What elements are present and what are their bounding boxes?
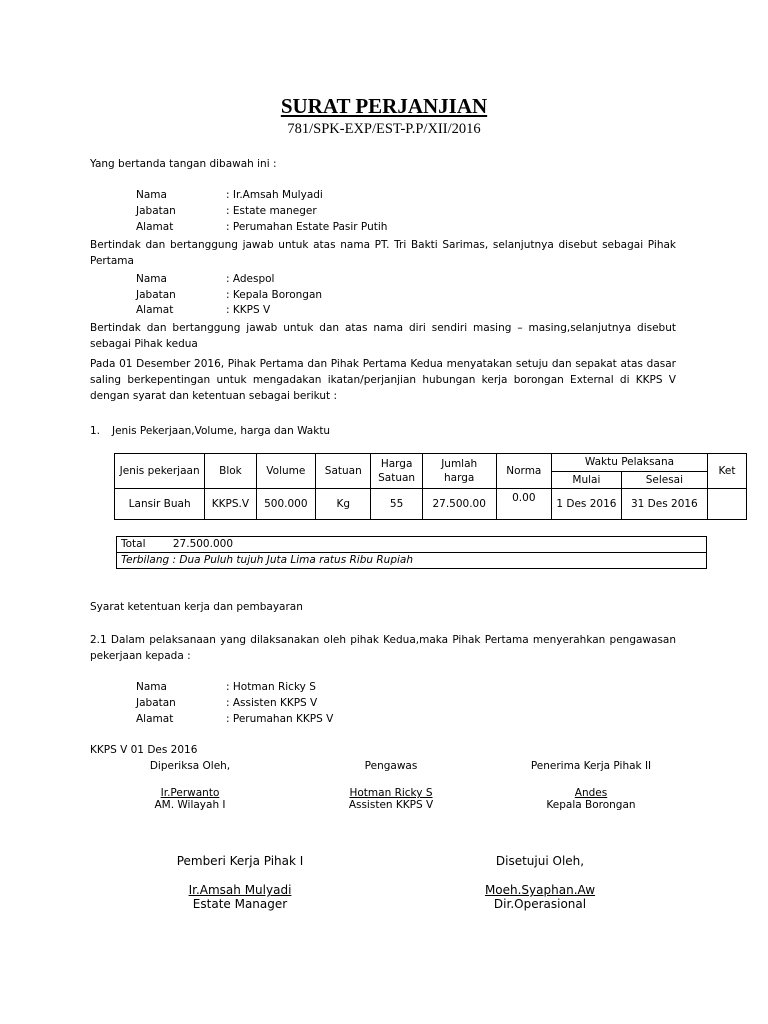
signature-pemberi-position: Estate Manager <box>192 897 288 911</box>
section1-title: Jenis Pekerjaan,Volume, harga dan Waktu <box>112 425 331 437</box>
signature-penerima-name: Andes <box>574 787 608 799</box>
signature-diperiksa-heading: Diperiksa Oleh, <box>149 760 231 772</box>
section1-number: 1. <box>90 425 101 437</box>
party1-statement: Bertindak dan bertanggung jawab untuk atas nama PT. Tri Bakti Sarimas, selanjutnya disebut sebagai Pihak Pertama <box>90 239 676 267</box>
total-row <box>117 537 707 553</box>
signature-pengawas-heading: Pengawas <box>364 760 418 772</box>
header-harga: Harga Satuan <box>371 454 422 489</box>
signature-disetujui-name: Moeh.Syaphan.Aw <box>484 883 596 897</box>
signature-pengawas-name: Hotman Ricky S <box>349 787 433 799</box>
signature-pengawas-position: Assisten KKPS V <box>348 799 434 811</box>
section1-heading <box>90 425 331 437</box>
signature-diperiksa <box>110 760 270 811</box>
cell-satuan: Kg <box>316 489 371 520</box>
party2-alamat-value: : KKPS V <box>226 304 271 316</box>
intro-text: Yang bertanda tangan dibawah ini : <box>90 158 277 170</box>
header-jenis: Jenis pekerjaan <box>115 454 205 489</box>
document-title: SURAT PERJANJIAN <box>280 94 488 118</box>
supervisor-jabatan-label: Jabatan <box>136 697 176 709</box>
signature-disetujui-heading: Disetujui Oleh, <box>495 854 585 868</box>
header-norma: Norma <box>496 454 551 489</box>
signature-pengawas <box>311 760 471 811</box>
party1-alamat-value: : Perumahan Estate Pasir Putih <box>226 221 388 233</box>
table-header-row <box>115 454 747 472</box>
party1-name-label: Nama <box>136 189 167 201</box>
signature-disetujui-position: Dir.Operasional <box>493 897 587 911</box>
total-value: 27.500.000 <box>172 538 233 550</box>
clause-2-1: 2.1 Dalam pelaksanaan yang dilaksanakan oleh pihak Kedua,maka Pihak Pertama menyerahkan pengawasan pekerjaan kepada : <box>90 634 676 662</box>
party1-name-value: : Ir.Amsah Mulyadi <box>226 189 323 201</box>
signature-pemberi <box>160 854 320 911</box>
work-table <box>114 453 747 520</box>
agreement-paragraph: Pada 01 Desember 2016, Pihak Pertama dan Pihak Pertama Kedua menyatakan setuju dan sepakat atas dasar saling berkepentingan untuk mengadakan ikatan/perjanjian hubungan kerja borongan External di KKPS V dengan syarat dan ketentuan sebagai berikut : <box>90 358 676 402</box>
supervisor-jabatan-value: : Assisten KKPS V <box>226 697 318 709</box>
terbilang-row <box>117 553 707 569</box>
table-row <box>115 489 747 520</box>
cell-jenis: Lansir Buah <box>115 489 205 520</box>
header-jumlah: Jumlah harga <box>422 454 496 489</box>
party1-jabatan-label: Jabatan <box>136 205 176 217</box>
party1-alamat-label: Alamat <box>136 221 174 233</box>
signature-diperiksa-name: Ir.Perwanto <box>160 787 220 799</box>
party2-jabatan-value: : Kepala Borongan <box>226 289 323 301</box>
total-table <box>116 536 707 569</box>
signature-pemberi-name: Ir.Amsah Mulyadi <box>188 883 292 897</box>
party2-statement: Bertindak dan bertanggung jawab untuk dan atas nama diri sendiri masing – masing,selanjutnya disebut sebagai Pihak kedua <box>90 322 676 350</box>
signature-pemberi-heading: Pemberi Kerja Pihak I <box>176 854 304 868</box>
signature-disetujui <box>460 854 620 911</box>
signature-penerima-position: Kepala Borongan <box>546 799 636 811</box>
party2-name-label: Nama <box>136 273 167 285</box>
party2-jabatan-label: Jabatan <box>136 289 176 301</box>
document-number: 781/SPK-EXP/EST-P.P/XII/2016 <box>287 121 481 137</box>
place-date: KKPS V 01 Des 2016 <box>90 744 198 756</box>
cell-selesai: 31 Des 2016 <box>621 489 707 520</box>
supervisor-alamat-label: Alamat <box>136 713 174 725</box>
cell-blok: KKPS.V <box>205 489 256 520</box>
header-satuan: Satuan <box>316 454 371 489</box>
cell-norma: 0.00 <box>496 489 551 520</box>
header-selesai: Selesai <box>621 471 707 489</box>
header-volume: Volume <box>256 454 316 489</box>
party1-jabatan-value: : Estate maneger <box>226 205 317 217</box>
cell-harga: 55 <box>371 489 422 520</box>
cell-ket <box>707 489 746 520</box>
signature-diperiksa-position: AM. Wilayah I <box>154 799 226 811</box>
supervisor-alamat-value: : Perumahan KKPS V <box>226 713 334 725</box>
supervisor-name-value: : Hotman Ricky S <box>226 681 316 693</box>
supervisor-name-label: Nama <box>136 681 167 693</box>
cell-mulai: 1 Des 2016 <box>552 489 622 520</box>
terbilang-text: Terbilang : Dua Puluh tujuh Juta Lima ratus Ribu Rupiah <box>117 553 707 569</box>
syarat-title: Syarat ketentuan kerja dan pembayaran <box>90 601 303 613</box>
cell-volume: 500.000 <box>256 489 316 520</box>
party2-name-value: : Adespol <box>226 273 275 285</box>
total-cell <box>117 537 707 553</box>
signature-penerima-heading: Penerima Kerja Pihak II <box>530 760 652 772</box>
header-mulai: Mulai <box>552 471 622 489</box>
total-label: Total <box>121 538 146 550</box>
header-blok: Blok <box>205 454 256 489</box>
header-waktu: Waktu Pelaksana <box>552 454 708 472</box>
party2-alamat-label: Alamat <box>136 304 174 316</box>
cell-jumlah: 27.500.00 <box>422 489 496 520</box>
signature-penerima <box>511 760 671 811</box>
header-ket: Ket <box>707 454 746 489</box>
